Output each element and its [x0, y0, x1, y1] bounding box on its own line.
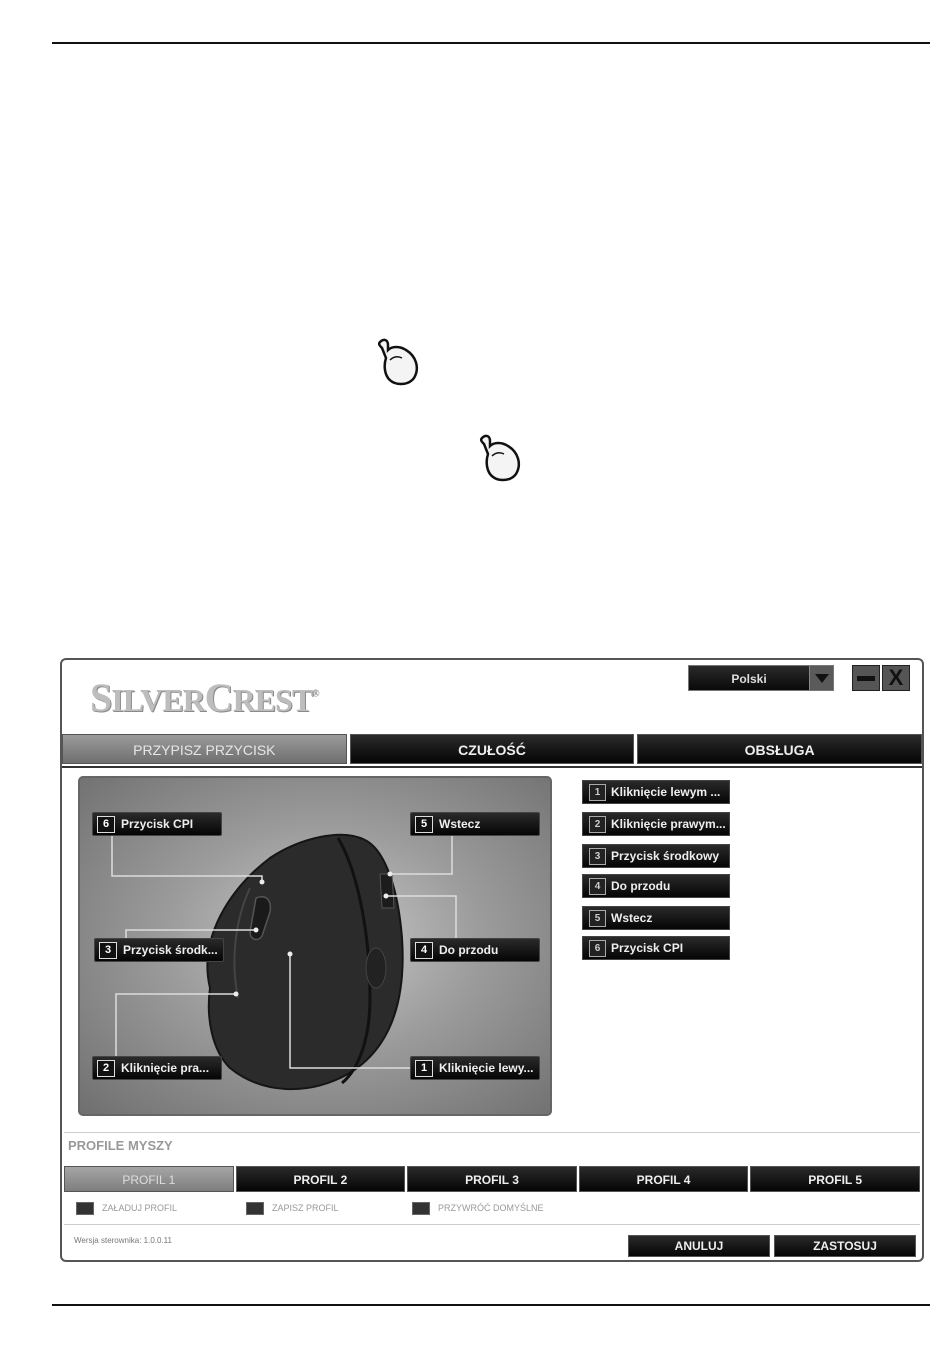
silvercrest-logo: SILVERCREST®	[90, 675, 319, 720]
load-profile-label: ZAŁADUJ PROFIL	[102, 1203, 178, 1213]
restore-defaults-label: PRZYWRÓĆ DOMYŚLNE	[438, 1203, 544, 1213]
divider	[64, 1132, 920, 1133]
list-text: Przycisk CPI	[611, 941, 684, 955]
mouse-config-window	[60, 658, 924, 1262]
list-number: 3	[589, 848, 606, 865]
chevron-down-icon[interactable]	[809, 666, 833, 690]
close-button[interactable]: X	[882, 665, 910, 691]
profile-tabs	[64, 1166, 920, 1192]
language-value: Polski	[731, 672, 767, 686]
label-text: Kliknięcie lewy...	[439, 1061, 534, 1075]
restore-icon	[412, 1202, 430, 1215]
label-number: 5	[415, 816, 433, 833]
tab-assign-button[interactable]: PRZYPISZ PRZYCISK	[62, 734, 347, 764]
save-profile-button[interactable]	[246, 1200, 339, 1216]
list-number: 6	[589, 940, 606, 957]
label-number: 1	[415, 1060, 433, 1077]
hand-cursor-icon	[476, 432, 526, 484]
save-profile-label: ZAPISZ PROFIL	[272, 1203, 339, 1213]
mouse-label-button-3[interactable]	[94, 938, 224, 962]
label-number: 4	[415, 942, 433, 959]
divider	[64, 1224, 920, 1225]
mouse-illustration-panel	[78, 776, 552, 1116]
list-text: Przycisk środkowy	[611, 849, 720, 863]
list-number: 1	[589, 784, 606, 801]
list-text: Do przodu	[611, 879, 671, 893]
tab-profile-3[interactable]: PROFIL 3	[407, 1166, 577, 1192]
list-button-6[interactable]	[582, 936, 730, 960]
label-text: Do przodu	[439, 943, 499, 957]
list-number: 5	[589, 910, 606, 927]
list-button-2[interactable]	[582, 812, 730, 836]
label-text: Przycisk środk...	[123, 943, 218, 957]
tab-handling[interactable]: OBSŁUGA	[637, 734, 922, 764]
mouse-label-button-4[interactable]	[410, 938, 540, 962]
label-text: Przycisk CPI	[121, 817, 194, 831]
language-dropdown[interactable]	[688, 665, 834, 691]
bottom-rule	[52, 1304, 930, 1306]
tab-sensitivity[interactable]: CZUŁOŚĆ	[350, 734, 635, 764]
tab-profile-4[interactable]: PROFIL 4	[579, 1166, 749, 1192]
mouse-label-button-6[interactable]	[92, 812, 222, 836]
label-number: 2	[97, 1060, 115, 1077]
list-text: Kliknięcie lewym ...	[611, 785, 721, 799]
list-text: Wstecz	[611, 911, 653, 925]
tab-profile-5[interactable]: PROFIL 5	[750, 1166, 920, 1192]
tab-divider	[62, 766, 922, 768]
mouse-label-button-1[interactable]	[410, 1056, 540, 1080]
tab-profile-1[interactable]: PROFIL 1	[64, 1166, 234, 1192]
list-number: 4	[589, 878, 606, 895]
list-number: 2	[589, 816, 606, 833]
cancel-button[interactable]: ANULUJ	[628, 1235, 770, 1257]
top-rule	[52, 42, 930, 44]
label-number: 6	[97, 816, 115, 833]
load-profile-button[interactable]	[76, 1200, 177, 1216]
hand-cursor-icon	[374, 336, 424, 388]
restore-defaults-button[interactable]	[412, 1200, 544, 1216]
list-button-4[interactable]	[582, 874, 730, 898]
tab-profile-2[interactable]: PROFIL 2	[236, 1166, 406, 1192]
label-text: Kliknięcie pra...	[121, 1061, 210, 1075]
mouse-label-button-5[interactable]	[410, 812, 540, 836]
folder-icon	[76, 1202, 94, 1215]
list-button-1[interactable]	[582, 780, 730, 804]
mouse-label-button-2[interactable]	[92, 1056, 222, 1080]
list-text: Kliknięcie prawym...	[611, 817, 726, 831]
driver-version: Wersja sterownika: 1.0.0.11	[74, 1236, 172, 1245]
profiles-heading: PROFILE MYSZY	[68, 1138, 173, 1153]
label-number: 3	[99, 942, 117, 959]
main-tabs	[62, 734, 922, 766]
save-icon	[246, 1202, 264, 1215]
list-button-3[interactable]	[582, 844, 730, 868]
minimize-button[interactable]	[852, 665, 880, 691]
label-text: Wstecz	[439, 817, 481, 831]
apply-button[interactable]: ZASTOSUJ	[774, 1235, 916, 1257]
list-button-5[interactable]	[582, 906, 730, 930]
